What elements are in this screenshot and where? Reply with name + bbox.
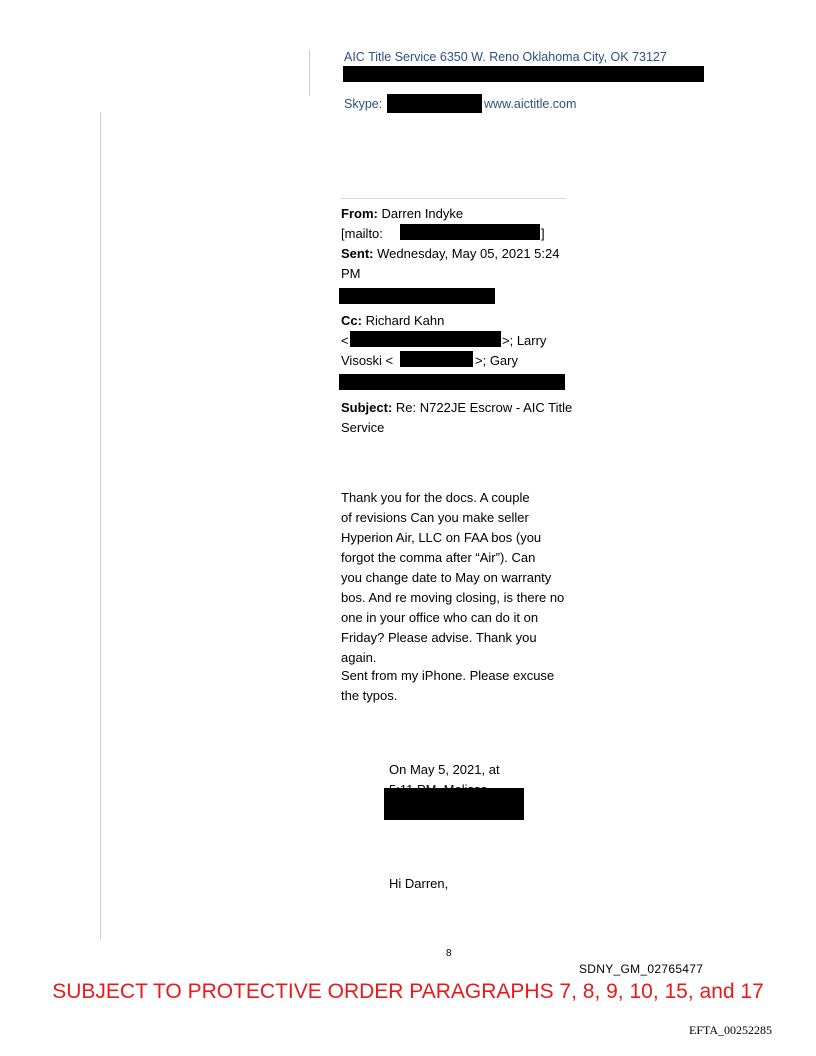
quote-bar-outer: [100, 112, 101, 940]
quoted-line: On May 5, 2021, at: [389, 762, 500, 777]
message-body: [341, 488, 564, 668]
body-line: bos. And re moving closing, is there no: [341, 590, 565, 605]
redaction-bar: [339, 288, 495, 304]
body-line: of revisions Can you make seller: [341, 510, 529, 525]
quoted-greeting: Hi Darren,: [389, 876, 449, 891]
header-cc-visoski: Visoski <: [341, 353, 394, 368]
body-line: Hyperion Air, LLC on FAA bos (you: [341, 530, 542, 545]
protective-order-notice: SUBJECT TO PROTECTIVE ORDER PARAGRAPHS 7, 8, 9, 10, 15, and 17: [52, 980, 764, 1003]
body-line: again.: [341, 650, 377, 665]
body-line: Friday? Please advise. Thank you: [341, 630, 537, 645]
signature-address: AIC Title Service 6350 W. Reno Oklahoma City, OK 73127: [344, 50, 667, 64]
body-line: one in your office who can do it on: [341, 610, 539, 625]
redaction-bar: [387, 94, 482, 113]
header-cc-larry: >; Larry: [502, 333, 547, 348]
efta-number: EFTA_00252285: [689, 1023, 773, 1037]
header-cc-lt: <: [341, 333, 349, 348]
signoff-line: the typos.: [341, 688, 398, 703]
body-line: Thank you for the docs. A couple: [341, 490, 530, 505]
body-line: forgot the comma after “Air”). Can: [341, 550, 536, 565]
header-sent: Sent: Wednesday, May 05, 2021 5:24: [341, 246, 560, 261]
signature-skype-label: Skype:: [344, 97, 383, 111]
header-from: From: Darren Indyke: [341, 206, 464, 221]
page-number: 8: [446, 948, 452, 959]
redaction-bar: [400, 224, 540, 240]
header-cc-gary: >; Gary: [475, 353, 518, 368]
header-subject: Subject: Re: N722JE Escrow - AIC Title: [341, 400, 573, 415]
message-signoff: [341, 666, 554, 706]
signoff-line: Sent from my iPhone. Please excuse: [341, 668, 555, 683]
body-line: you change date to May on warranty: [341, 570, 552, 585]
redaction-bar: [384, 788, 524, 820]
redaction-bar: [350, 331, 501, 347]
quote-bar-inner: [309, 50, 310, 96]
header-sent-cont: PM: [341, 266, 361, 281]
header-separator: [341, 198, 566, 199]
redaction-bar: [343, 66, 704, 82]
header-mailto: [mailto:: [341, 226, 383, 241]
header-subject-cont: Service: [341, 420, 385, 435]
redaction-bar: [339, 374, 565, 390]
bates-number: SDNY_GM_02765477: [579, 962, 704, 976]
header-mailto-close: ]: [541, 226, 545, 241]
signature-website[interactable]: www.aictitle.com: [484, 97, 577, 111]
redaction-bar: [400, 351, 473, 367]
header-cc: Cc: Richard Kahn: [341, 313, 445, 328]
